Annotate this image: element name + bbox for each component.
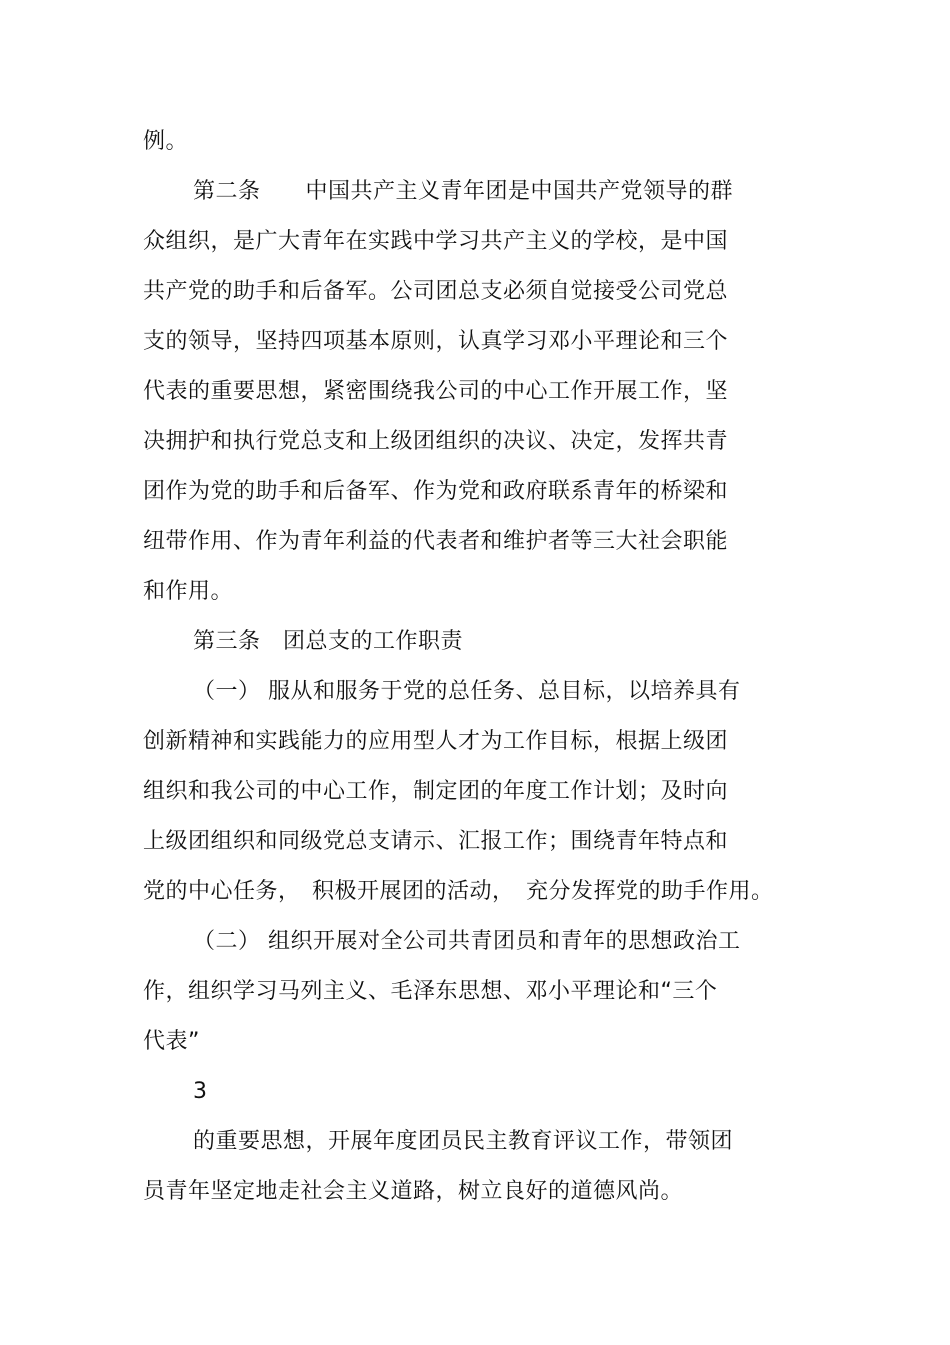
text-line: 上级团组织和同级党总支请示、汇报工作；围绕青年特点和 [143, 829, 729, 854]
text-line: 第二条 中国共产主义青年团是中国共产党领导的群 [193, 179, 734, 204]
text-line: （一） 服从和服务于党的总任务、总目标，以培养具有 [193, 679, 741, 704]
text-line: （二） 组织开展对全公司共青团员和青年的思想政治工 [193, 929, 741, 954]
text-line: 代表” [143, 1029, 200, 1054]
text-line: 团作为党的助手和后备军、作为党和政府联系青年的桥梁和 [143, 479, 729, 504]
text-line: 作，组织学习马列主义、毛泽东思想、邓小平理论和“三个 [143, 979, 718, 1004]
text-line: 例。 [143, 129, 189, 154]
article-heading: 第三条 团总支的工作职责 [193, 629, 464, 654]
text-line: 支的领导，坚持四项基本原则，认真学习邓小平理论和三个 [143, 329, 729, 354]
text-line: 党的中心任务， 积极开展团的活动， 充分发挥党的助手作用。 [143, 879, 774, 904]
text-line: 员青年坚定地走社会主义道路，树立良好的道德风尚。 [143, 1179, 684, 1204]
text-line: 共产党的助手和后备军。公司团总支必须自觉接受公司党总 [143, 279, 729, 304]
text-line: 代表的重要思想，紧密围绕我公司的中心工作开展工作，坚 [143, 379, 729, 404]
text-line: 的重要思想，开展年度团员民主教育评议工作，带领团 [193, 1129, 734, 1154]
text-line: 决拥护和执行党总支和上级团组织的决议、决定，发挥共青 [143, 429, 729, 454]
text-line: 组织和我公司的中心工作，制定团的年度工作计划；及时向 [143, 779, 729, 804]
text-line: 众组织，是广大青年在实践中学习共产主义的学校，是中国 [143, 229, 729, 254]
text-line: 和作用。 [143, 579, 234, 604]
text-line: 纽带作用、作为青年利益的代表者和维护者等三大社会职能 [143, 529, 729, 554]
text-line: 创新精神和实践能力的应用型人才为工作目标，根据上级团 [143, 729, 729, 754]
page-number: 3 [193, 1079, 208, 1104]
